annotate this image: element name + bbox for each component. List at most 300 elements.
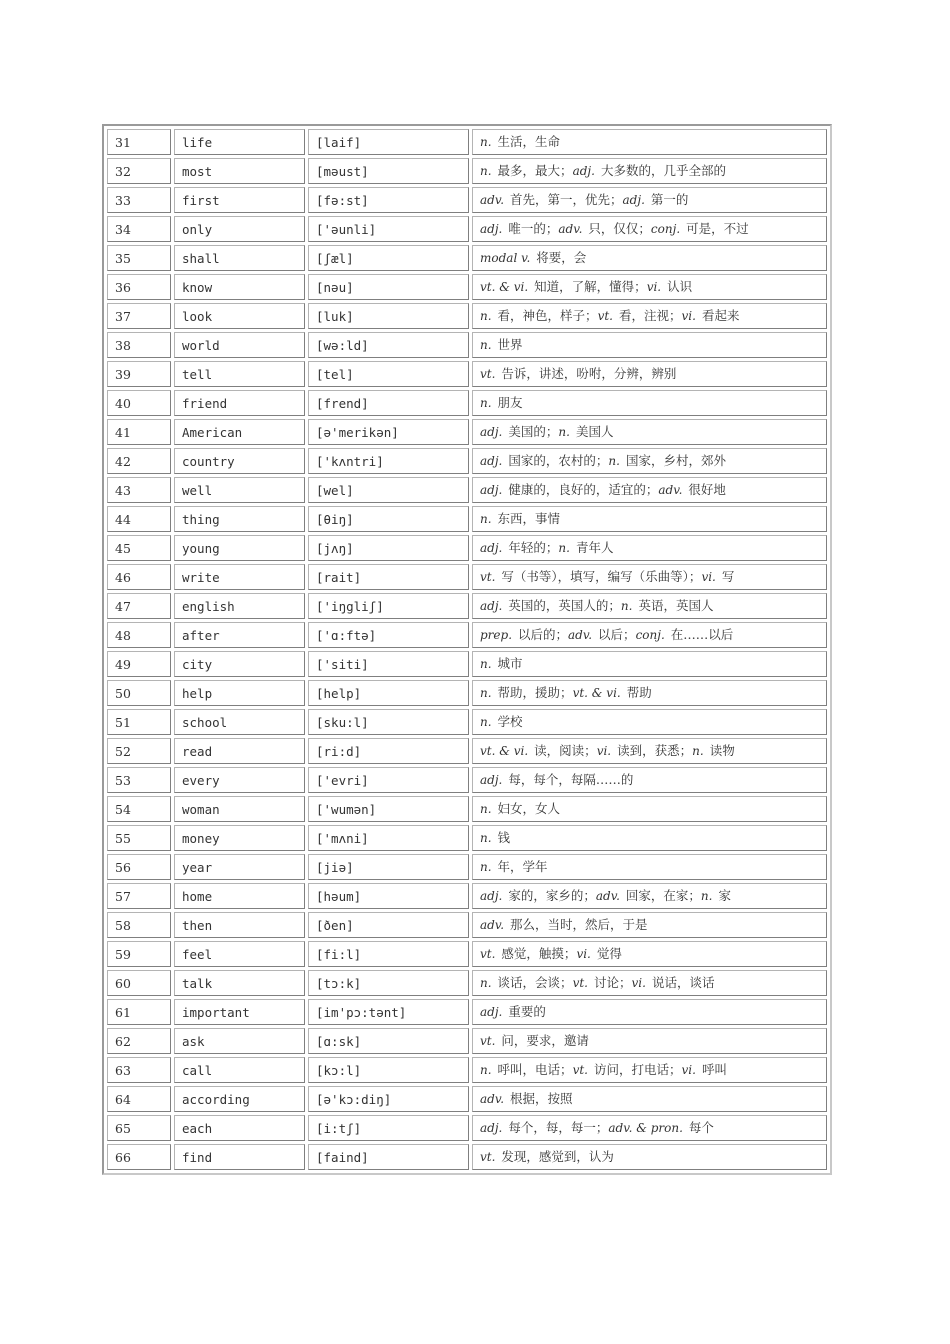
definition-text: 英语，英国人 <box>638 598 714 613</box>
phonetic-cell: ['ɑ:ftə] <box>308 622 469 648</box>
word-cell: find <box>174 1144 305 1170</box>
row-number-cell: 48 <box>107 622 171 648</box>
definition-text: 认识 <box>667 279 693 294</box>
definition-cell <box>472 854 827 880</box>
word-cell: first <box>174 187 305 213</box>
phonetic-cell: [kɔ:l] <box>308 1057 469 1083</box>
word-cell: well <box>174 477 305 503</box>
table-row <box>107 274 827 300</box>
table-row <box>107 825 827 851</box>
row-number-cell: 40 <box>107 390 171 416</box>
part-of-speech: n. <box>480 309 492 323</box>
definition-text: 每个 <box>688 1120 714 1135</box>
part-of-speech: n. <box>480 802 492 816</box>
definition-cell <box>472 709 827 735</box>
definition-text: 访问，打电话； <box>593 1062 682 1077</box>
definition-cell <box>472 825 827 851</box>
table-row <box>107 1115 827 1141</box>
part-of-speech: n. <box>480 860 492 874</box>
definition-text: 那么，当时，然后，于是 <box>510 917 648 932</box>
row-number-cell: 43 <box>107 477 171 503</box>
definition-text: 帮助，援助； <box>497 685 573 700</box>
phonetic-cell: [wel] <box>308 477 469 503</box>
definition-text: 读物 <box>709 743 735 758</box>
row-number-cell: 55 <box>107 825 171 851</box>
phonetic-cell: [jiə] <box>308 854 469 880</box>
vocabulary-table <box>102 124 832 1175</box>
table-row <box>107 129 827 155</box>
definition-text: 世界 <box>497 337 523 352</box>
definition-cell <box>472 767 827 793</box>
part-of-speech: adj. <box>480 889 503 903</box>
table-row <box>107 709 827 735</box>
row-number-cell: 64 <box>107 1086 171 1112</box>
definition-cell <box>472 216 827 242</box>
word-cell: according <box>174 1086 305 1112</box>
definition-cell <box>472 477 827 503</box>
definition-cell <box>472 129 827 155</box>
part-of-speech: vt. & vi. <box>572 686 621 700</box>
row-number-cell: 45 <box>107 535 171 561</box>
word-cell: after <box>174 622 305 648</box>
definition-cell <box>472 448 827 474</box>
phonetic-cell: [rait] <box>308 564 469 590</box>
word-cell: school <box>174 709 305 735</box>
word-cell: friend <box>174 390 305 416</box>
definition-cell <box>472 1115 827 1141</box>
definition-text: 重要的 <box>508 1004 546 1019</box>
word-cell: feel <box>174 941 305 967</box>
definition-cell <box>472 245 827 271</box>
table-row <box>107 506 827 532</box>
definition-text: 唯一的； <box>508 221 559 236</box>
part-of-speech: adv. <box>480 918 505 932</box>
definition-text: 看，神色，样子； <box>497 308 598 323</box>
word-cell: thing <box>174 506 305 532</box>
part-of-speech: adj. <box>572 164 595 178</box>
definition-text: 呼叫，电话； <box>497 1062 573 1077</box>
table-row <box>107 1057 827 1083</box>
definition-text: 看起来 <box>701 308 740 323</box>
part-of-speech: adj. <box>480 1005 503 1019</box>
word-cell: each <box>174 1115 305 1141</box>
definition-text: 首先，第一，优先； <box>510 192 623 207</box>
phonetic-cell: [θiŋ] <box>308 506 469 532</box>
table-row <box>107 477 827 503</box>
definition-text: 大多数的，几乎全部的 <box>600 163 726 178</box>
part-of-speech: vi. <box>576 947 591 961</box>
table-row <box>107 651 827 677</box>
table-row <box>107 738 827 764</box>
definition-text: 城市 <box>497 656 523 671</box>
definition-cell <box>472 1086 827 1112</box>
definition-cell <box>472 361 827 387</box>
definition-text: 年，学年 <box>497 859 548 874</box>
definition-cell <box>472 912 827 938</box>
part-of-speech: vt. & vi. <box>480 744 529 758</box>
part-of-speech: vt. <box>480 1150 496 1164</box>
definition-text: 很好地 <box>688 482 726 497</box>
definition-text: 以后； <box>598 627 636 642</box>
row-number-cell: 32 <box>107 158 171 184</box>
row-number-cell: 34 <box>107 216 171 242</box>
phonetic-cell: [məust] <box>308 158 469 184</box>
phonetic-cell: [jʌŋ] <box>308 535 469 561</box>
word-cell: shall <box>174 245 305 271</box>
word-cell: American <box>174 419 305 445</box>
definition-cell <box>472 419 827 445</box>
table-row <box>107 564 827 590</box>
part-of-speech: vt. <box>480 570 496 584</box>
definition-text: 东西，事情 <box>497 511 561 526</box>
phonetic-cell: [faind] <box>308 1144 469 1170</box>
definition-cell <box>472 941 827 967</box>
word-cell: year <box>174 854 305 880</box>
definition-text: 觉得 <box>596 946 622 961</box>
definition-text: 第一的 <box>650 192 689 207</box>
definition-cell <box>472 564 827 590</box>
definition-cell <box>472 332 827 358</box>
table-row <box>107 448 827 474</box>
definition-text: 朋友 <box>497 395 523 410</box>
word-cell: write <box>174 564 305 590</box>
row-number-cell: 46 <box>107 564 171 590</box>
phonetic-cell: ['iŋgliʃ] <box>308 593 469 619</box>
table-row <box>107 419 827 445</box>
phonetic-cell: [wə:ld] <box>308 332 469 358</box>
definition-text: 以后的； <box>518 627 569 642</box>
phonetic-cell: [ðen] <box>308 912 469 938</box>
table-row <box>107 1086 827 1112</box>
word-cell: home <box>174 883 305 909</box>
part-of-speech: adv. <box>595 889 620 903</box>
word-cell: city <box>174 651 305 677</box>
word-cell: talk <box>174 970 305 996</box>
definition-text: 写（书等），填写，编写（乐曲等）； <box>501 569 702 584</box>
definition-text: 告诉，讲述，吩咐，分辨，辨别 <box>501 366 677 381</box>
row-number-cell: 54 <box>107 796 171 822</box>
definition-text: 只，仅仅； <box>588 221 651 236</box>
row-number-cell: 35 <box>107 245 171 271</box>
part-of-speech: n. <box>620 599 633 613</box>
definition-text: 最多，最大； <box>497 163 573 178</box>
part-of-speech: n. <box>558 541 570 555</box>
definition-text: 感觉，触摸； <box>501 946 577 961</box>
row-number-cell: 42 <box>107 448 171 474</box>
word-cell: most <box>174 158 305 184</box>
part-of-speech: adv. & pron. <box>608 1121 683 1135</box>
word-cell: read <box>174 738 305 764</box>
part-of-speech: n. <box>700 889 713 903</box>
part-of-speech: adj. <box>622 193 645 207</box>
row-number-cell: 57 <box>107 883 171 909</box>
definition-text: 根据，按照 <box>510 1091 573 1106</box>
part-of-speech: n. <box>480 396 492 410</box>
row-number-cell: 39 <box>107 361 171 387</box>
part-of-speech: n. <box>480 657 492 671</box>
part-of-speech: n. <box>480 715 492 729</box>
row-number-cell: 59 <box>107 941 171 967</box>
part-of-speech: vi. <box>646 280 662 294</box>
definition-text: 回家，在家； <box>625 888 701 903</box>
row-number-cell: 33 <box>107 187 171 213</box>
part-of-speech: n. <box>558 425 570 439</box>
definition-text: 每，每个，每隔……的 <box>508 772 634 787</box>
part-of-speech: adj. <box>480 599 503 613</box>
phonetic-cell: [frend] <box>308 390 469 416</box>
table-row <box>107 1028 827 1054</box>
part-of-speech: n. <box>692 744 704 758</box>
phonetic-cell: [fə:st] <box>308 187 469 213</box>
row-number-cell: 65 <box>107 1115 171 1141</box>
word-cell: woman <box>174 796 305 822</box>
phonetic-cell: [nəu] <box>308 274 469 300</box>
row-number-cell: 47 <box>107 593 171 619</box>
definition-text: 讨论； <box>593 975 632 990</box>
row-number-cell: 49 <box>107 651 171 677</box>
part-of-speech: n. <box>480 512 492 526</box>
row-number-cell: 63 <box>107 1057 171 1083</box>
word-cell: then <box>174 912 305 938</box>
table-row <box>107 970 827 996</box>
table-row <box>107 303 827 329</box>
table-row <box>107 680 827 706</box>
phonetic-cell: [fi:l] <box>308 941 469 967</box>
definition-text: 读到，获悉； <box>617 743 693 758</box>
word-cell: young <box>174 535 305 561</box>
definition-cell <box>472 390 827 416</box>
definition-cell <box>472 506 827 532</box>
word-cell: english <box>174 593 305 619</box>
part-of-speech: adv. <box>558 222 583 236</box>
definition-text: 国家，乡村，郊外 <box>625 453 726 468</box>
word-cell: life <box>174 129 305 155</box>
part-of-speech: conj. <box>650 222 681 236</box>
definition-cell <box>472 651 827 677</box>
definition-cell <box>472 1057 827 1083</box>
part-of-speech: prep. <box>480 628 513 642</box>
definition-cell <box>472 999 827 1025</box>
definition-text: 说话，谈话 <box>651 975 715 990</box>
definition-text: 发现，感觉到，认为 <box>501 1149 614 1164</box>
row-number-cell: 53 <box>107 767 171 793</box>
definition-cell <box>472 796 827 822</box>
part-of-speech: conj. <box>635 628 665 642</box>
definition-cell <box>472 158 827 184</box>
definition-text: 看，注视； <box>618 308 682 323</box>
phonetic-cell: [ʃæl] <box>308 245 469 271</box>
phonetic-cell: ['mʌni] <box>308 825 469 851</box>
part-of-speech: vt. <box>480 1034 496 1048</box>
part-of-speech: adj. <box>480 1121 503 1135</box>
table-row <box>107 245 827 271</box>
phonetic-cell: [help] <box>308 680 469 706</box>
definition-text: 美国人 <box>575 424 614 439</box>
definition-cell <box>472 303 827 329</box>
definition-text: 美国的； <box>508 424 559 439</box>
table-row <box>107 796 827 822</box>
part-of-speech: n. <box>480 164 492 178</box>
definition-cell <box>472 680 827 706</box>
table-row <box>107 622 827 648</box>
word-cell: look <box>174 303 305 329</box>
word-cell: money <box>174 825 305 851</box>
row-number-cell: 60 <box>107 970 171 996</box>
table-row <box>107 854 827 880</box>
definition-cell <box>472 274 827 300</box>
table-row <box>107 941 827 967</box>
word-cell: country <box>174 448 305 474</box>
part-of-speech: vt. <box>597 309 613 323</box>
part-of-speech: vt. <box>572 1063 588 1077</box>
part-of-speech: vt. <box>480 367 496 381</box>
definition-text: 学校 <box>497 714 523 729</box>
row-number-cell: 51 <box>107 709 171 735</box>
phonetic-cell: [tɔ:k] <box>308 970 469 996</box>
definition-cell <box>472 970 827 996</box>
definition-text: 在……以后 <box>670 627 734 642</box>
table-row <box>107 332 827 358</box>
part-of-speech: n. <box>480 135 492 149</box>
row-number-cell: 44 <box>107 506 171 532</box>
table-row <box>107 912 827 938</box>
definition-text: 家的，家乡的； <box>508 888 596 903</box>
part-of-speech: vi. <box>631 976 646 990</box>
word-cell: world <box>174 332 305 358</box>
phonetic-cell: ['əunli] <box>308 216 469 242</box>
part-of-speech: adj. <box>480 454 503 468</box>
definition-text: 谈话，会谈； <box>497 975 573 990</box>
definition-cell <box>472 738 827 764</box>
definition-text: 生活，生命 <box>497 134 561 149</box>
part-of-speech: adv. <box>480 1092 505 1106</box>
phonetic-cell: [im'pɔ:tənt] <box>308 999 469 1025</box>
part-of-speech: vi. <box>596 744 612 758</box>
definition-text: 妇女，女人 <box>497 801 561 816</box>
row-number-cell: 56 <box>107 854 171 880</box>
definition-text: 读，阅读； <box>534 743 597 758</box>
word-cell: know <box>174 274 305 300</box>
table-row <box>107 883 827 909</box>
word-cell: ask <box>174 1028 305 1054</box>
part-of-speech: n. <box>480 1063 492 1077</box>
row-number-cell: 50 <box>107 680 171 706</box>
definition-cell <box>472 535 827 561</box>
table-row <box>107 535 827 561</box>
definition-cell <box>472 593 827 619</box>
part-of-speech: n. <box>480 831 492 845</box>
row-number-cell: 41 <box>107 419 171 445</box>
table-row <box>107 187 827 213</box>
part-of-speech: adv. <box>480 193 505 207</box>
part-of-speech: vt. <box>480 947 496 961</box>
part-of-speech: vi. <box>681 309 696 323</box>
phonetic-cell: [i:tʃ] <box>308 1115 469 1141</box>
definition-text: 青年人 <box>575 540 614 555</box>
table-row <box>107 999 827 1025</box>
word-cell: every <box>174 767 305 793</box>
row-number-cell: 38 <box>107 332 171 358</box>
definition-cell <box>472 622 827 648</box>
part-of-speech: n. <box>480 686 492 700</box>
part-of-speech: modal v. <box>480 251 531 265</box>
definition-text: 写 <box>721 569 735 584</box>
phonetic-cell: [tel] <box>308 361 469 387</box>
table-row <box>107 593 827 619</box>
vocabulary-table-body <box>107 129 827 1170</box>
definition-text: 呼叫 <box>701 1062 727 1077</box>
table-row <box>107 216 827 242</box>
word-cell: only <box>174 216 305 242</box>
part-of-speech: adv. <box>658 483 683 497</box>
part-of-speech: adj. <box>480 425 503 439</box>
part-of-speech: vt. <box>572 976 588 990</box>
definition-text: 问，要求，邀请 <box>501 1033 589 1048</box>
definition-text: 国家的，农村的； <box>508 453 609 468</box>
phonetic-cell: [laif] <box>308 129 469 155</box>
row-number-cell: 58 <box>107 912 171 938</box>
part-of-speech: n. <box>608 454 620 468</box>
phonetic-cell: [sku:l] <box>308 709 469 735</box>
table-row <box>107 361 827 387</box>
phonetic-cell: ['siti] <box>308 651 469 677</box>
phonetic-cell: ['kʌntri] <box>308 448 469 474</box>
definition-text: 健康的，良好的，适宜的； <box>508 482 659 497</box>
definition-text: 钱 <box>497 830 511 845</box>
phonetic-cell: [ə'kɔ:diŋ] <box>308 1086 469 1112</box>
row-number-cell: 52 <box>107 738 171 764</box>
definition-text: 家 <box>718 888 731 903</box>
part-of-speech: adj. <box>480 222 503 236</box>
row-number-cell: 61 <box>107 999 171 1025</box>
phonetic-cell: [ɑ:sk] <box>308 1028 469 1054</box>
word-cell: tell <box>174 361 305 387</box>
table-row <box>107 390 827 416</box>
row-number-cell: 66 <box>107 1144 171 1170</box>
row-number-cell: 36 <box>107 274 171 300</box>
definition-text: 英国的，英国人的； <box>508 598 621 613</box>
phonetic-cell: [luk] <box>308 303 469 329</box>
row-number-cell: 62 <box>107 1028 171 1054</box>
part-of-speech: n. <box>480 976 492 990</box>
word-cell: important <box>174 999 305 1025</box>
definition-text: 年轻的； <box>508 540 559 555</box>
part-of-speech: adj. <box>480 541 503 555</box>
table-row <box>107 767 827 793</box>
definition-text: 帮助 <box>626 685 652 700</box>
definition-cell <box>472 1028 827 1054</box>
definition-cell <box>472 1144 827 1170</box>
phonetic-cell: ['wumən] <box>308 796 469 822</box>
part-of-speech: vi. <box>681 1063 696 1077</box>
phonetic-cell: [həum] <box>308 883 469 909</box>
definition-cell <box>472 187 827 213</box>
part-of-speech: adv. <box>568 628 593 642</box>
row-number-cell: 31 <box>107 129 171 155</box>
part-of-speech: vi. <box>701 570 716 584</box>
phonetic-cell: [ə'merikən] <box>308 419 469 445</box>
part-of-speech: adj. <box>480 773 503 787</box>
phonetic-cell: [ri:d] <box>308 738 469 764</box>
row-number-cell: 37 <box>107 303 171 329</box>
definition-text: 将要，会 <box>536 250 587 265</box>
definition-text: 每个，每，每一； <box>508 1120 609 1135</box>
phonetic-cell: ['evri] <box>308 767 469 793</box>
part-of-speech: vt. & vi. <box>480 280 529 294</box>
word-cell: call <box>174 1057 305 1083</box>
word-cell: help <box>174 680 305 706</box>
part-of-speech: adj. <box>480 483 503 497</box>
